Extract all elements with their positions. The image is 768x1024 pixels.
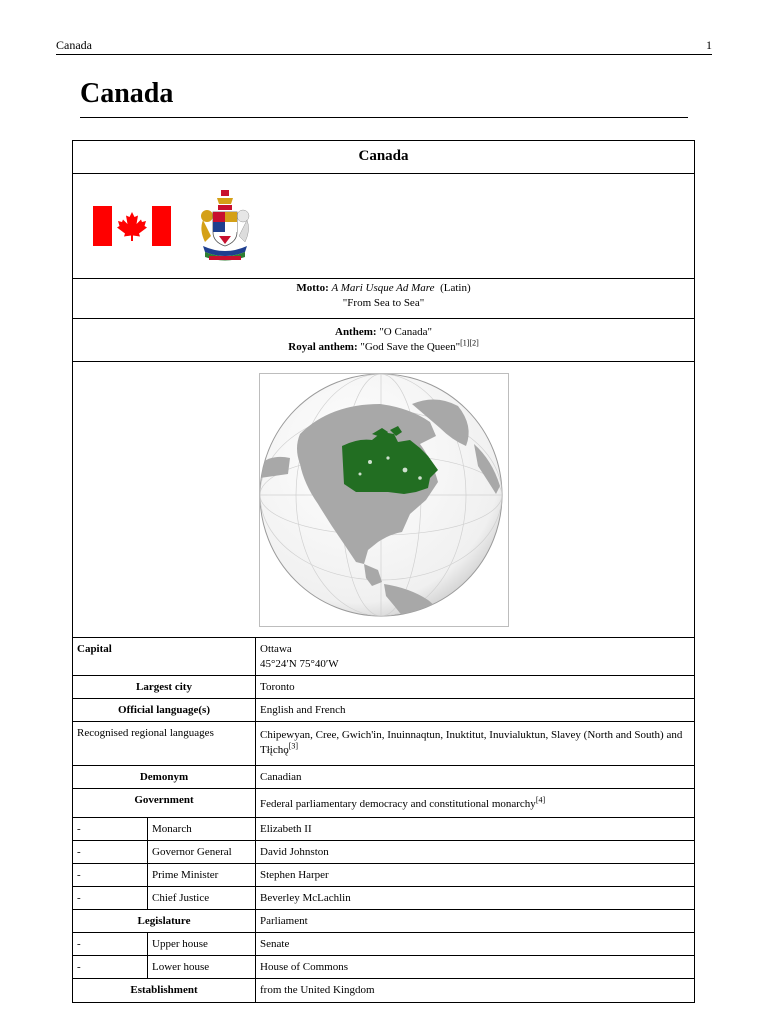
citation-ref[interactable]: [3] [288, 741, 299, 751]
infobox-row [73, 789, 694, 818]
row-dash: - [73, 864, 148, 886]
running-header [56, 38, 712, 55]
canada-flag-icon[interactable] [93, 206, 171, 246]
globe-map-frame[interactable] [259, 373, 509, 627]
infobox-row [73, 933, 694, 956]
globe-map [260, 374, 508, 626]
royal-anthem-refs[interactable]: [1][2] [460, 338, 479, 348]
infobox-row [73, 722, 694, 766]
row-value-text[interactable]: Toronto [260, 681, 295, 693]
coat-of-arms-icon[interactable] [197, 188, 253, 262]
infobox-row [73, 638, 694, 676]
infobox-images [73, 174, 694, 279]
citation-ref[interactable]: [4] [535, 795, 546, 805]
anthem-label: Anthem: [335, 326, 377, 338]
row-value-secondary[interactable]: 45°24′N 75°40′W [260, 658, 339, 670]
infobox-anthem [73, 319, 694, 362]
infobox-row [73, 887, 694, 910]
row-value-text[interactable]: House of Commons [260, 961, 348, 973]
infobox-row [73, 766, 694, 789]
running-title: Canada [56, 38, 92, 52]
infobox-row [73, 979, 694, 1002]
row-value-text[interactable]: Beverley McLachlin [260, 892, 351, 904]
row-value [256, 638, 694, 675]
motto-label: Motto: [296, 282, 329, 294]
infobox-map [73, 362, 694, 638]
row-dash: - [73, 933, 148, 955]
row-value [256, 766, 694, 788]
row-value-text[interactable]: English and French [260, 704, 346, 716]
infobox-row [73, 818, 694, 841]
row-label: Monarch [148, 818, 256, 840]
row-label: Demonym [73, 766, 256, 788]
row-value-text[interactable]: Parliament [260, 915, 308, 927]
infobox-row [73, 910, 694, 933]
infobox-row [73, 841, 694, 864]
row-label: Recognised regional languages [73, 722, 256, 765]
row-value-text[interactable]: Canadian [260, 771, 302, 783]
row-dash: - [73, 841, 148, 863]
row-label: Official language(s) [73, 699, 256, 721]
row-value-text[interactable]: Stephen Harper [260, 869, 329, 881]
row-value [256, 818, 694, 840]
row-value [256, 887, 694, 909]
row-value [256, 979, 694, 1002]
row-value [256, 722, 694, 765]
row-value-text[interactable]: Elizabeth II [260, 823, 312, 835]
row-label: Capital [73, 638, 256, 675]
row-value [256, 910, 694, 932]
row-label: Establishment [73, 979, 256, 1002]
row-value [256, 699, 694, 721]
row-value-text[interactable]: Chipewyan, Cree, Gwich'in, Inuinnaqtun, Inuktitut, Inuvialuktun, Slavey (North and South) and Tłįchǫ [260, 729, 683, 756]
row-value [256, 676, 694, 698]
row-value [256, 789, 694, 817]
row-label: Chief Justice [148, 887, 256, 909]
infobox-row [73, 956, 694, 979]
row-label: Legislature [73, 910, 256, 932]
motto-language: (Latin) [440, 282, 471, 294]
anthem-value[interactable]: "O Canada" [379, 326, 432, 338]
infobox-motto [73, 279, 694, 319]
motto-latin: A Mari Usque Ad Mare [331, 282, 435, 294]
row-value-text[interactable]: David Johnston [260, 846, 329, 858]
infobox-row [73, 864, 694, 887]
infobox-row [73, 676, 694, 699]
row-value [256, 933, 694, 955]
row-label: Largest city [73, 676, 256, 698]
row-dash: - [73, 818, 148, 840]
row-value [256, 864, 694, 886]
infobox [72, 140, 695, 1003]
row-value-text[interactable]: Federal parliamentary democracy and constitutional monarchy [260, 798, 536, 810]
royal-anthem-value[interactable]: "God Save the Queen" [360, 341, 461, 353]
infobox-caption: Canada [73, 141, 694, 174]
row-dash: - [73, 956, 148, 978]
infobox-row [73, 699, 694, 722]
page-number: 1 [706, 38, 712, 52]
row-label: Lower house [148, 956, 256, 978]
page-title: Canada [80, 76, 688, 118]
row-value-text[interactable]: Senate [260, 938, 290, 950]
motto-translation: "From Sea to Sea" [342, 297, 425, 309]
row-value-text[interactable]: Ottawa [260, 643, 292, 655]
row-value-text[interactable]: from the United Kingdom [260, 984, 375, 996]
row-value [256, 956, 694, 978]
row-label: Government [73, 789, 256, 817]
row-dash: - [73, 887, 148, 909]
row-label: Upper house [148, 933, 256, 955]
row-value [256, 841, 694, 863]
row-label: Governor General [148, 841, 256, 863]
row-label: Prime Minister [148, 864, 256, 886]
royal-anthem-label: Royal anthem: [288, 341, 358, 353]
